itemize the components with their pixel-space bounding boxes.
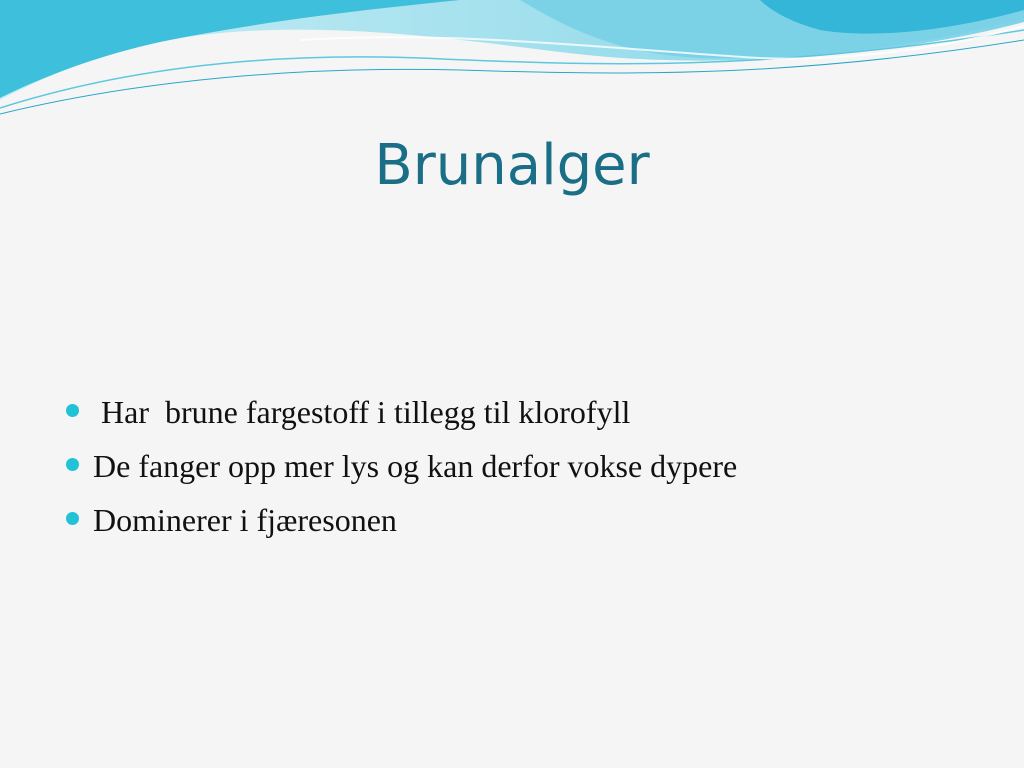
list-item [64,494,964,548]
bullet-text: Dominerer i fjæresonen [93,502,397,538]
slide-title: Brunalger [374,133,650,198]
bullet-text: De fanger opp mer lys og kan derfor vokse dypere [93,448,738,484]
bullet-list [64,386,964,548]
bullet-dot-icon [66,512,79,525]
list-item [64,440,964,494]
wave-header-decoration [0,0,1024,130]
bullet-text: Har brune fargestoff i tillegg til klorofyll [93,394,631,430]
bullet-dot-icon [66,404,79,417]
list-item [64,386,964,440]
bullet-dot-icon [66,458,79,471]
